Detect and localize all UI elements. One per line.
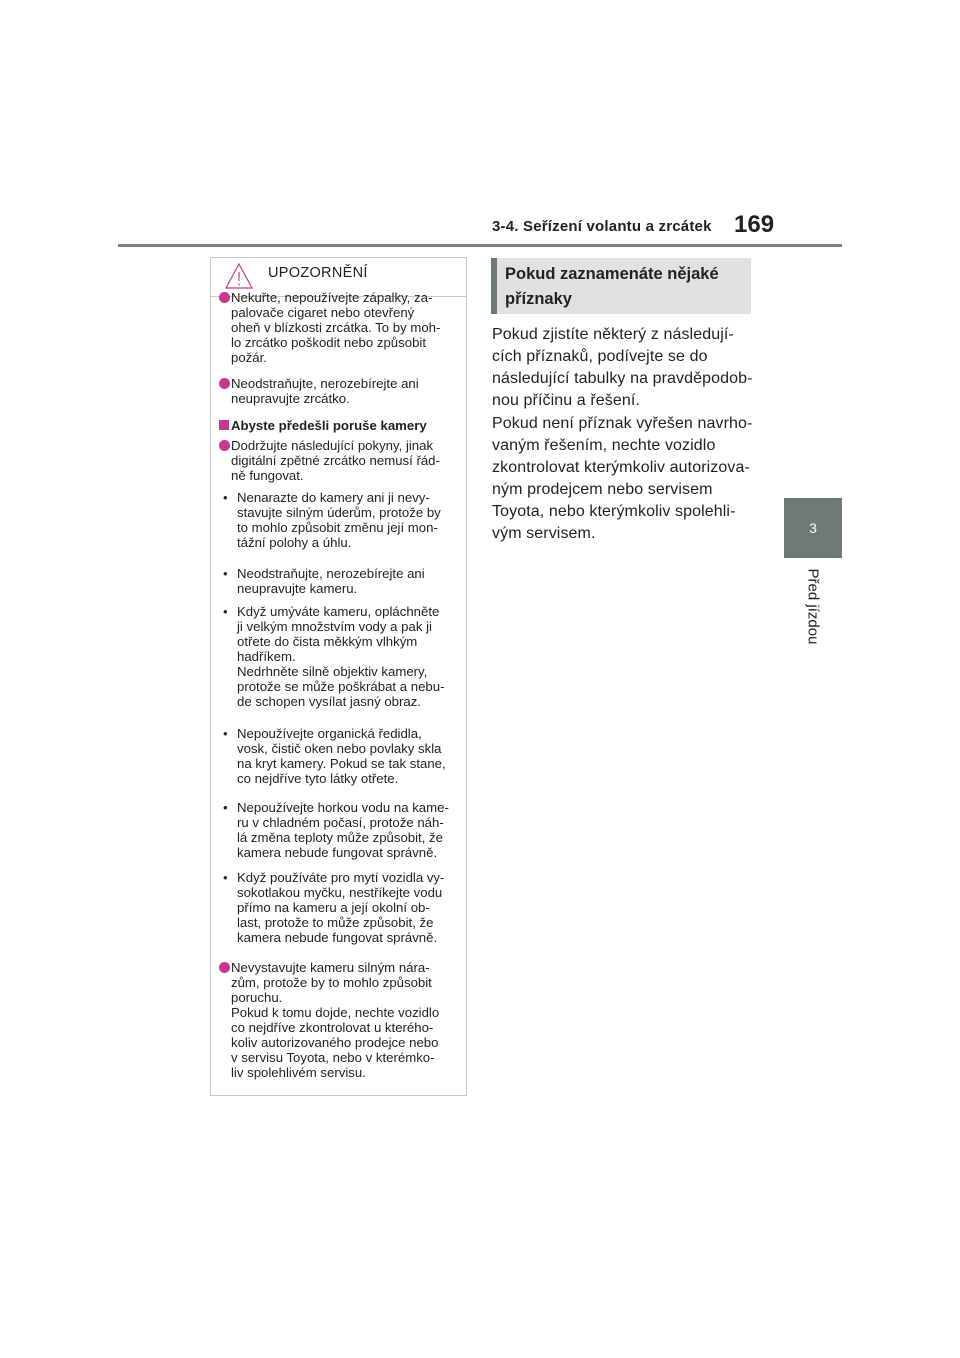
caution-item (219, 800, 461, 860)
chapter-tab (784, 498, 842, 558)
paragraph: Pokud zjistíte některý z následují- cích příznaků, podívejte se do následující tabulky na pravděpodob- nou příčinu a řešení. (492, 326, 753, 409)
section-heading (491, 258, 751, 314)
caution-item (219, 604, 461, 709)
bullet-dot-icon: • (223, 566, 228, 581)
caution-item (219, 960, 461, 1080)
caution-item (219, 566, 461, 596)
paragraph: Pokud není příznak vyřešen navrho- vaným řešením, nechte vozidlo zkontrolovat kterýmkoliv autorizova- ným prodejcem nebo servisem Toyota, nebo kterýmkoliv spolehli- vým servisem. (492, 415, 753, 542)
header-divider (118, 244, 842, 247)
bullet-circle-icon (219, 440, 230, 451)
bullet-dot-icon: • (223, 490, 228, 505)
caution-item-text: Nepoužívejte organická ředidla, vosk, čistič oken nebo povlaky skla na kryt kamery. Pokud se tak stane, co nejdříve tyto látky otřete. (237, 726, 446, 786)
caution-box (210, 257, 467, 1096)
caution-item-text: Když používáte pro mytí vozidla vy- sokotlakou myčku, nestříkejte vodu přímo na kameru a její okolní ob- last, protože to může způsobit, že kamera nebude fungovat správně. (237, 870, 445, 945)
caution-item (219, 438, 461, 483)
section-title: 3-4. Seřízení volantu a zrcátek (492, 218, 712, 235)
caution-item-text: Dodržujte následující pokyny, jinak digitální zpětné zrcátko nemusí řád- ně fungovat. (231, 438, 440, 483)
bullet-circle-icon (219, 378, 230, 389)
caution-item-text: Nekuřte, nepoužívejte zápalky, za- palovače cigaret nebo otevřený oheň v blízkosti zrcátka. To by moh- lo zrcátko poškodit nebo způsobit požár. (231, 290, 441, 365)
bullet-dot-icon: • (223, 800, 228, 815)
caution-title: UPOZORNĚNÍ (268, 265, 368, 281)
caution-item-text: Nepoužívejte horkou vodu na kame- ru v chladném počasí, protože náh- lá změna teploty může způsobit, že kamera nebude fungovat správně. (237, 800, 449, 860)
caution-item-text: Nevystavujte kameru silným nára- zům, protože by to mohlo způsobit poruchu. Pokud k tomu dojde, nechte vozidlo co nejdříve zkontrolovat u kterého- koliv autorizovaného prodejce nebo v servisu Toyota, nebo v kterémko- liv spolehlivém servisu. (231, 960, 440, 1080)
caution-item-text: Neodstraňujte, nerozebírejte ani neupravujte kameru. (237, 566, 425, 596)
caution-item (219, 376, 461, 406)
caution-item-text: Neodstraňujte, nerozebírejte ani neupravujte zrcátko. (231, 376, 419, 406)
warning-triangle-icon (224, 261, 254, 291)
caution-item (219, 870, 461, 945)
chapter-label-text: Před jízdou (804, 568, 822, 644)
chapter-label (778, 566, 848, 646)
bullet-square-icon (219, 420, 229, 430)
caution-item-text: Nenarazte do kamery ani ji nevy- stavujte silným úderům, protože by to mohlo způsobit změnu její mon- tážní polohy a úhlu. (237, 490, 441, 550)
bullet-dot-icon: • (223, 726, 228, 741)
page-number: 169 (734, 211, 775, 238)
bullet-circle-icon (219, 962, 230, 973)
caution-item (219, 726, 461, 786)
caution-item (219, 290, 461, 365)
bullet-dot-icon: • (223, 604, 228, 619)
chapter-number: 3 (809, 520, 817, 536)
bullet-circle-icon (219, 292, 230, 303)
caution-item (219, 490, 461, 550)
caution-subheading (219, 418, 461, 433)
section-heading-text: Pokud zaznamenáte nějaké příznaky (505, 265, 719, 308)
caution-item-text: Abyste předešli poruše kamery (231, 418, 427, 433)
bullet-dot-icon: • (223, 870, 228, 885)
caution-item-text: Když umýváte kameru, opláchněte ji velkým množstvím vody a pak ji otřete do čista měkkým vlhkým hadříkem. Nedrhněte silně objektiv kamery, protože se může poškrábat a nebu- de schopen vysílat jasný obraz. (237, 604, 445, 709)
